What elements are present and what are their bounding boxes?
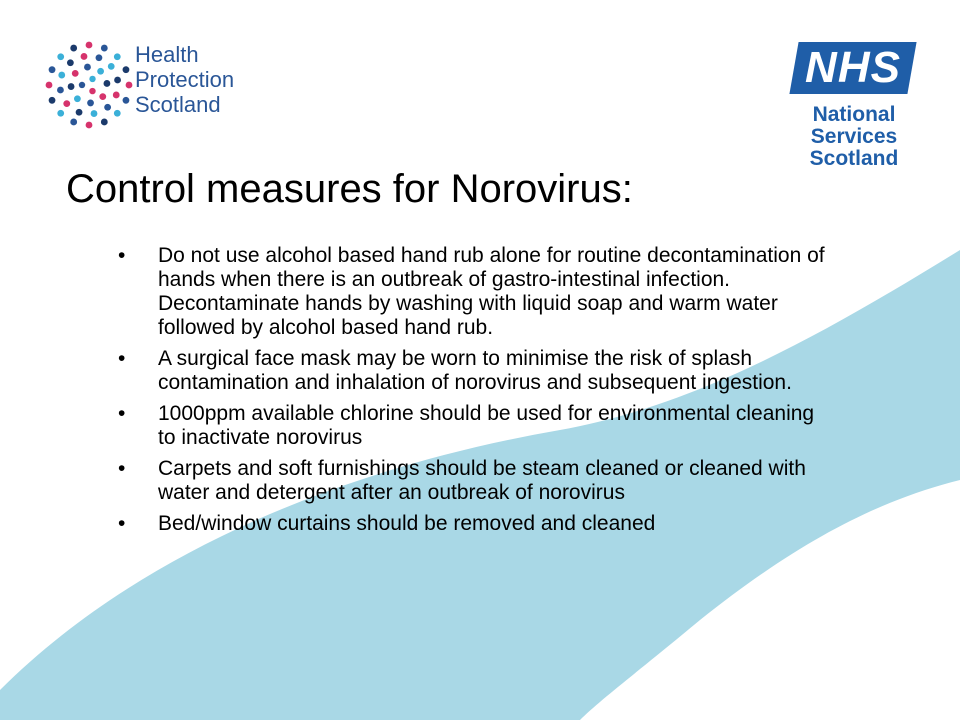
- hps-dot: [97, 68, 104, 75]
- bullet-text: 1000ppm available chlorine should be used for environmental cleaning to inactivate norovirus: [158, 402, 815, 449]
- hps-dot: [126, 82, 133, 89]
- nhs-badge-text: NHS: [805, 43, 901, 92]
- bullet-icon: •: [118, 347, 126, 370]
- nhs-badge: [789, 42, 916, 94]
- hps-dot: [67, 59, 74, 66]
- hps-dot: [87, 100, 94, 107]
- hps-dot: [86, 42, 93, 49]
- hps-dot: [57, 53, 64, 60]
- hps-dot: [101, 119, 108, 126]
- nhs-subtitle-line: Scotland: [809, 147, 899, 170]
- hps-dot: [104, 104, 111, 111]
- hps-dot: [99, 93, 106, 100]
- slide-title: Control measures for Norovirus:: [66, 167, 633, 211]
- nhs-logo: [788, 38, 928, 178]
- hps-dot: [114, 77, 121, 84]
- hps-dot: [57, 110, 64, 117]
- hps-logo-text: [135, 42, 265, 117]
- bullet-text: Do not use alcohol based hand rub alone for routine decontamination of hands when there is an outbreak of gastro-intestinal infection. Decontaminate hands by washing with liquid soap and warm water followed by alcohol based hand rub.: [158, 244, 825, 339]
- bullet-item: [118, 347, 828, 395]
- hps-dot: [114, 53, 121, 60]
- hps-dot: [49, 97, 56, 104]
- hps-dot: [91, 110, 98, 117]
- hps-logo-line: Protection: [135, 67, 235, 92]
- hps-dot: [74, 95, 81, 102]
- hps-dot: [70, 119, 77, 126]
- bullet-item: [118, 402, 828, 450]
- bullet-icon: •: [118, 457, 126, 480]
- hps-dot: [123, 97, 130, 104]
- bullet-icon: •: [118, 402, 126, 425]
- hps-dot: [89, 88, 95, 94]
- hps-dot: [49, 66, 56, 73]
- hps-dot: [72, 70, 79, 77]
- bullet-item: [118, 244, 828, 340]
- bullet-item: [118, 457, 828, 505]
- hps-dot: [86, 122, 93, 129]
- nhs-subtitle-line: National: [812, 103, 896, 126]
- hps-dot: [84, 64, 91, 71]
- hps-dot: [68, 83, 75, 90]
- bullet-text: Bed/window curtains should be removed and cleaned: [158, 512, 656, 535]
- hps-dot: [108, 63, 115, 70]
- bullet-icon: •: [118, 244, 126, 267]
- bullet-text: A surgical face mask may be worn to minimise the risk of splash contamination and inhalation of norovirus and subsequent ingestion.: [158, 347, 792, 394]
- hps-dot: [123, 66, 130, 73]
- hps-logo: [44, 40, 254, 130]
- hps-dot: [89, 76, 95, 82]
- nhs-subtitle-line: Services: [810, 125, 898, 148]
- hps-dot: [63, 100, 70, 107]
- bullet-item: [118, 512, 828, 536]
- hps-dot: [114, 110, 121, 117]
- bullet-text: Carpets and soft furnishings should be steam cleaned or cleaned with water and detergent after an outbreak of norovirus: [158, 457, 806, 504]
- hps-dot: [101, 45, 108, 52]
- hps-dot: [96, 54, 103, 61]
- hps-dots-icon: [44, 40, 134, 130]
- hps-dot: [76, 109, 83, 116]
- hps-dot: [113, 92, 120, 99]
- hps-dot: [70, 45, 77, 52]
- hps-dot: [58, 72, 65, 79]
- hps-dot: [79, 82, 85, 88]
- bullet-icon: •: [118, 512, 126, 535]
- nhs-subtitle: [788, 104, 920, 170]
- hps-logo-line: Health: [135, 42, 199, 67]
- hps-dot: [104, 80, 111, 87]
- hps-dot: [81, 53, 88, 60]
- hps-logo-line: Scotland: [135, 92, 221, 117]
- hps-dot: [46, 82, 53, 89]
- hps-dot: [57, 87, 64, 94]
- bullet-list: [118, 244, 828, 543]
